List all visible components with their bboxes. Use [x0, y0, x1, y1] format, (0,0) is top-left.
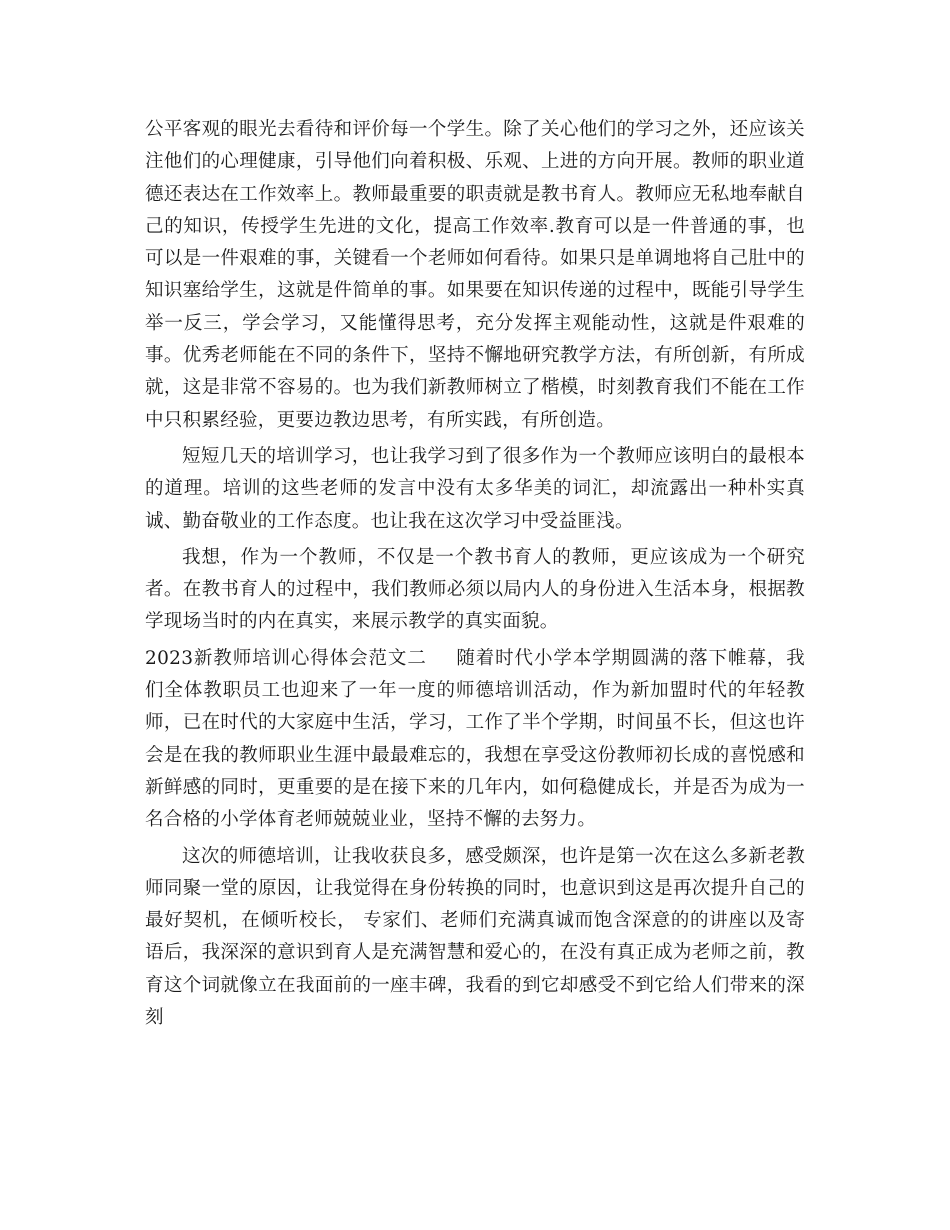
paragraph-3: 我想，作为一个教师，不仅是一个教书育人的教师，更应该成为一个研究者。在教书育人的过程中，我们教师必须以局内人的身份进入生活本身，根据教学现场当时的内在真实，来展示教学的真实面貌。: [145, 546, 805, 633]
paragraph-5: 这次的师德培训，让我收获良多，感受颇深，也许是第一次在这么多新老教师同聚一堂的原因，让我觉得在身份转换的同时，也意识到这是再次提升自己的最好契机，在倾听校长， 专家们、老师们充满真诚而饱含深意的的讲座以及寄语后，我深深的意识到育人是充满智慧和爱心的，在没有真正成为老师之前，教育这个词就像立在我面前的一座丰碑，我看的到它却感受不到它给人们带来的深刻: [145, 845, 805, 1029]
paragraph-1: 公平客观的眼光去看待和评价每一个学生。除了关心他们的学习之外，还应该关注他们的心理健康，引导他们向着积极、乐观、上进的方向开展。教师的职业道德还表达在工作效率上。教师最重要的职责就是教书育人。教师应无私地奉献自己的知识，传授学生先进的文化，提高工作效率.教育可以是一件普通的事，也可以是一件艰难的事，关键看一个老师如何看待。如果只是单调地将自己肚中的知识塞给学生，这就是件简单的事。如果要在知识传递的过程中，既能引导学生举一反三，学会学习，又能懂得思考，充分发挥主观能动性，这就是件艰难的事。优秀老师能在不同的条件下，坚持不懈地研究教学方法，有所创新，有所成就，这是非常不容易的。也为我们新教师树立了楷模，时刻教育我们不能在工作中只积累经验，更要边教边思考，有所实践，有所创造。: [145, 119, 805, 431]
paragraph-2: 短短几天的培训学习，也让我学习到了很多作为一个教师应该明白的最根本的道理。培训的这些老师的发言中没有太多华美的词汇，却流露出一种朴实真诚、勤奋敬业的工作态度。也让我在这次学习中受益匪浅。: [145, 445, 805, 532]
section-heading: 2023新教师培训心得体会范文二: [145, 647, 427, 669]
document-body: [145, 114, 805, 1038]
paragraph-4-text: 随着时代小学本学期圆满的落下帷幕，我们全体教职员工也迎来了一年一度的师德培训活动，作为新加盟时代的年轻教师，已在时代的大家庭中生活，学习，工作了半个学期，时间虽不长，但这也许会是在我的教师职业生涯中最最难忘的，我想在享受这份教师初长成的喜悦感和新鲜感的同时，更重要的是在接下来的几年内，如何稳健成长，并是否为成为一名合格的小学体育老师兢兢业业，坚持不懈的去努力。: [145, 647, 805, 831]
paragraph-4: [145, 643, 805, 837]
